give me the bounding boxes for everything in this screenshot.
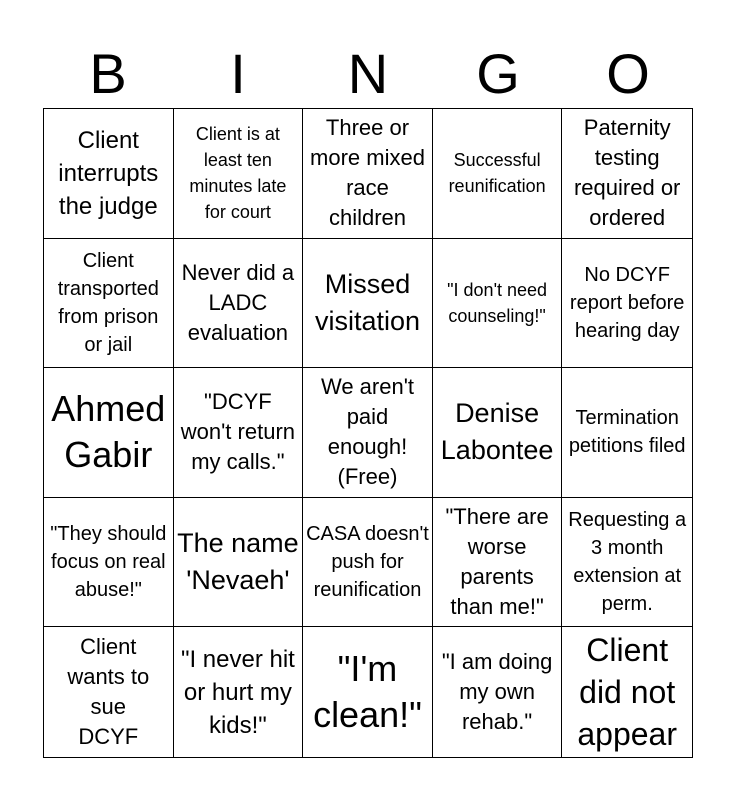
cell-text: "I don't need counseling!" <box>447 279 548 326</box>
cell-text: The name 'Nevaeh' <box>177 528 299 596</box>
cell-text: We aren't paid enough! (Free) <box>320 374 415 490</box>
cell-text: Ahmed Gabir <box>51 388 166 476</box>
cell-text: Client interrupts the judge <box>58 126 159 220</box>
cell-text: Denise Labontee <box>440 398 554 466</box>
cell-text: Requesting a 3 month extension at perm. <box>568 509 687 616</box>
cell-text: "They should focus on real abuse!" <box>50 523 167 602</box>
header-letter-o: O <box>606 42 650 105</box>
bingo-cell[interactable] <box>44 627 174 757</box>
cell-text: Successful reunification <box>448 150 546 197</box>
header-letter-b: B <box>89 42 127 105</box>
bingo-cell[interactable] <box>433 627 563 757</box>
cell-text: Client wants to sue DCYF <box>67 634 150 750</box>
header-letter-g: G <box>476 42 520 105</box>
bingo-cell[interactable] <box>44 109 174 239</box>
bingo-cell[interactable] <box>562 368 692 498</box>
bingo-cell[interactable] <box>562 239 692 369</box>
cell-text: "DCYF won't return my calls." <box>180 389 296 475</box>
bingo-cell[interactable] <box>303 239 433 369</box>
bingo-cell[interactable] <box>562 109 692 239</box>
bingo-cell[interactable] <box>303 627 433 757</box>
cell-text: Paternity testing required or ordered <box>573 115 681 231</box>
cell-text: No DCYF report before hearing day <box>569 263 685 342</box>
bingo-cell[interactable] <box>44 239 174 369</box>
bingo-cell[interactable] <box>174 109 304 239</box>
cell-text: Missed visitation <box>314 268 420 336</box>
bingo-header <box>43 42 693 106</box>
bingo-cell[interactable] <box>44 368 174 498</box>
header-letter-n: N <box>347 42 389 105</box>
cell-text: Client is at least ten minutes late for court <box>189 124 287 223</box>
bingo-cell[interactable] <box>433 109 563 239</box>
cell-text: CASA doesn't push for reunification <box>306 523 429 602</box>
bingo-cell[interactable] <box>174 239 304 369</box>
cell-text: Three or more mixed race children <box>310 115 425 231</box>
cell-text: "I'm clean!" <box>313 648 422 736</box>
cell-text: "There are worse parents than me!" <box>445 504 549 620</box>
bingo-cell[interactable] <box>303 368 433 498</box>
header-letter-i: I <box>230 42 246 105</box>
bingo-cell[interactable] <box>303 109 433 239</box>
bingo-cell[interactable] <box>174 368 304 498</box>
cell-text: Never did a LADC evaluation <box>181 259 295 345</box>
cell-text: "I never hit or hurt my kids!" <box>180 645 295 739</box>
bingo-board <box>43 108 693 758</box>
cell-text: Termination petitions filed <box>568 407 686 458</box>
bingo-cell[interactable] <box>44 498 174 628</box>
cell-text: Client did not appear <box>577 632 677 753</box>
bingo-cell[interactable] <box>433 368 563 498</box>
cell-text: Client transported from prison or jail <box>57 249 159 356</box>
bingo-cell[interactable] <box>174 498 304 628</box>
bingo-cell[interactable] <box>303 498 433 628</box>
bingo-cell[interactable] <box>562 627 692 757</box>
cell-text: "I am doing my own rehab." <box>441 649 553 735</box>
bingo-cell[interactable] <box>562 498 692 628</box>
bingo-cell[interactable] <box>433 498 563 628</box>
bingo-cell[interactable] <box>433 239 563 369</box>
bingo-cell[interactable] <box>174 627 304 757</box>
